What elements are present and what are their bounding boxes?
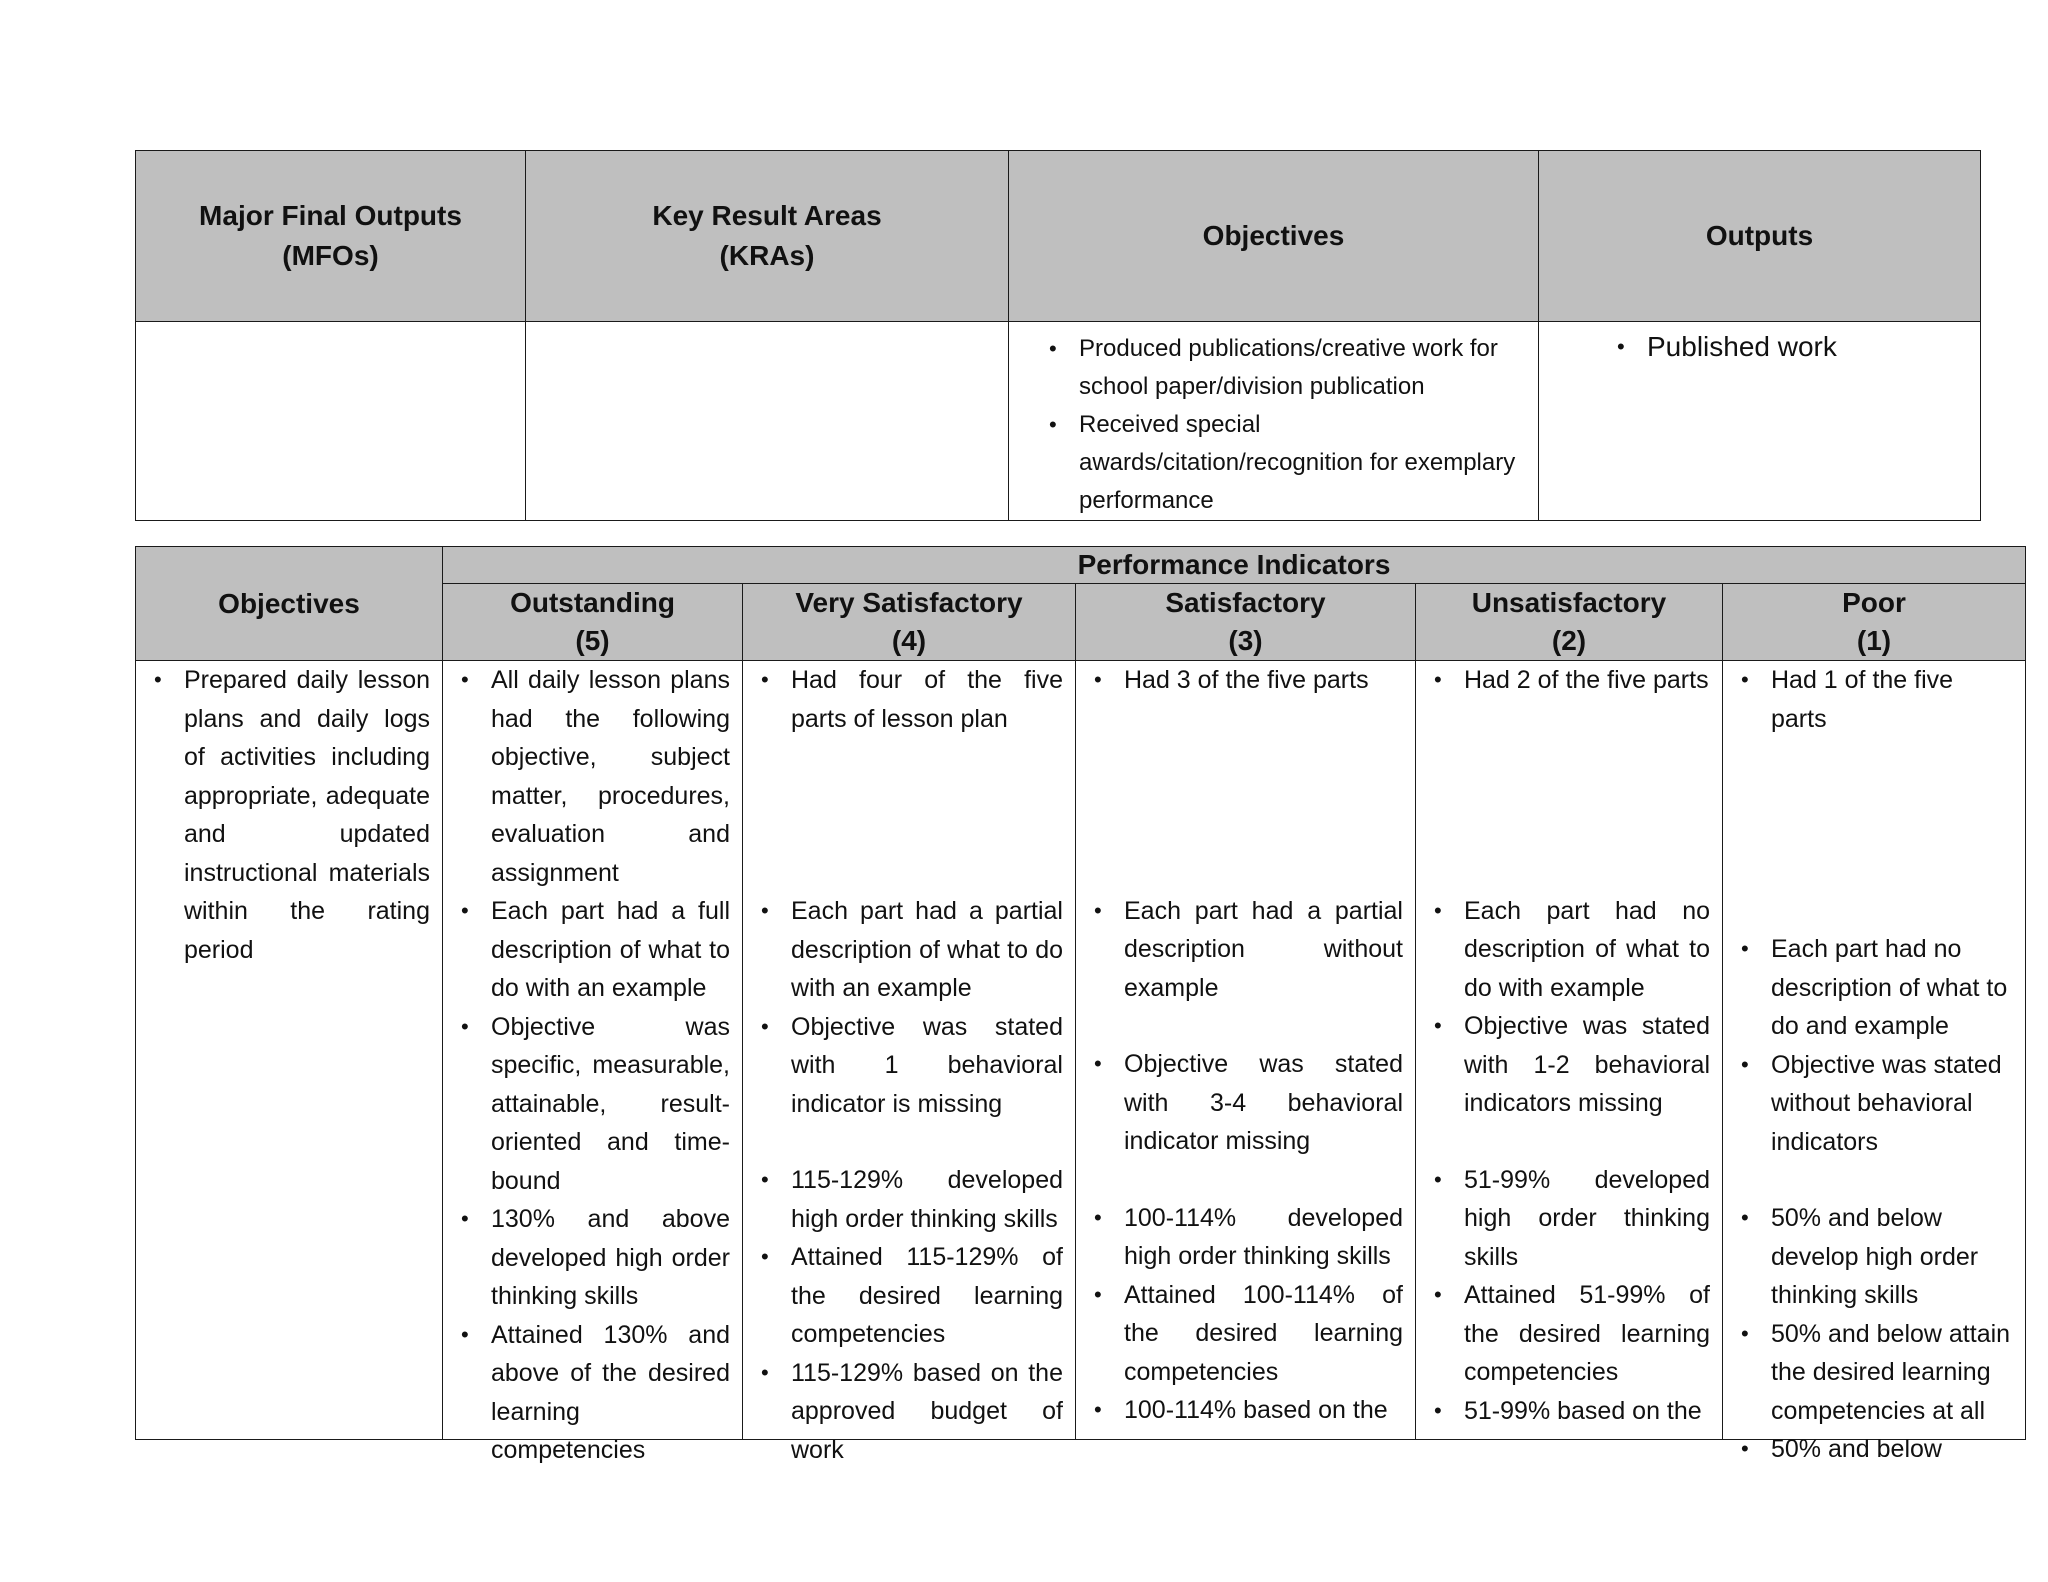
level-header-outstanding xyxy=(443,584,743,661)
list-item: • Objective was stated with 1-2 behavioral indicators missing xyxy=(1464,1007,1710,1123)
list-item: • 50% and below develop high order thinking skills xyxy=(1771,1199,2013,1315)
list-item: • 115-129% developed high order thinking skills xyxy=(791,1161,1063,1238)
list-item: • Had 1 of the five parts xyxy=(1771,661,2013,738)
level-score: (1) xyxy=(1856,625,1892,656)
list-item: • 115-129% based on the approved budget of work xyxy=(791,1354,1063,1470)
list-item: • Prepared daily lesson plans and daily logs of activities including appropriate, adequate and updated instructional materials within the rating period xyxy=(184,661,430,969)
header-mfo-line2: (MFOs) xyxy=(282,240,379,271)
level-name: Poor xyxy=(1842,587,1906,618)
level-name: Outstanding xyxy=(510,587,675,618)
list-item: • Objective was stated with 3-4 behavioral indicator missing xyxy=(1124,1045,1403,1161)
header-outputs: Outputs xyxy=(1539,151,1981,322)
list-item: • 51-99% developed high order thinking skills xyxy=(1464,1161,1710,1277)
outputs-cell xyxy=(1539,322,1981,521)
header-mfo xyxy=(136,151,526,322)
very-satisfactory-cell xyxy=(743,661,1076,1464)
list-item: • Produced publications/creative work for school paper/division publication xyxy=(1079,330,1528,406)
outstanding-cell xyxy=(443,661,743,1464)
objectives-cell xyxy=(1009,322,1539,521)
list-item: • Had four of the five parts of lesson plan xyxy=(791,661,1063,738)
list-item: • 100-114% based on the xyxy=(1124,1391,1403,1430)
list-item: • Each part had a partial description of what to do with an example xyxy=(791,892,1063,1008)
level-score: (3) xyxy=(1228,625,1263,656)
level-header-poor xyxy=(1723,584,2026,661)
header-kra xyxy=(526,151,1009,322)
list-item: • Had 2 of the five parts xyxy=(1464,661,1710,700)
mfo-kra-table xyxy=(135,150,1981,521)
list-item: • 51-99% based on the xyxy=(1464,1392,1710,1431)
level-score: (2) xyxy=(1551,625,1587,656)
header-kra-line2: (KRAs) xyxy=(719,240,815,271)
objective-cell xyxy=(136,661,443,1440)
header-objectives: Objectives xyxy=(1009,151,1539,322)
objectives-header: Objectives xyxy=(136,547,443,661)
poor-cell xyxy=(1723,661,2026,1463)
list-item: • Each part had no description of what to do and example xyxy=(1771,930,2013,1046)
list-item: • Published work xyxy=(1647,328,1970,366)
list-item: • Each part had a partial description without example xyxy=(1124,892,1403,1008)
level-name: Satisfactory xyxy=(1165,587,1326,618)
list-item: • 50% and below xyxy=(1771,1430,2013,1469)
level-header-unsatisfactory xyxy=(1416,584,1723,661)
list-item: • Objective was stated without behavioral indicators xyxy=(1771,1046,2013,1162)
list-item: • Objective was stated with 1 behavioral indicator is missing xyxy=(791,1008,1063,1124)
list-item: • 100-114% developed high order thinking skills xyxy=(1124,1199,1403,1276)
level-score: (5) xyxy=(575,625,610,656)
satisfactory-cell xyxy=(1076,661,1416,1440)
level-name: Unsatisfactory xyxy=(1471,587,1667,618)
list-item: • All daily lesson plans had the following objective, subject matter, procedures, evaluation and assignment xyxy=(491,661,730,892)
level-header-very-satisfactory xyxy=(743,584,1076,661)
mfo-cell xyxy=(136,322,526,521)
kra-cell xyxy=(526,322,1009,521)
list-item: • Each part had a full description of what to do with an example xyxy=(491,892,730,1008)
header-kra-line1: Key Result Areas xyxy=(652,200,882,231)
list-item: • Received special awards/citation/recognition for exemplary performance xyxy=(1079,406,1528,520)
list-item: • 130% and above developed high order thinking skills xyxy=(491,1200,730,1316)
level-score: (4) xyxy=(891,625,927,656)
list-item: • Attained 115-129% of the desired learning competencies xyxy=(791,1238,1063,1354)
unsatisfactory-cell xyxy=(1416,661,1723,1440)
list-item: • Objective was specific, measurable, attainable, result-oriented and time-bound xyxy=(491,1008,730,1201)
header-mfo-line1: Major Final Outputs xyxy=(199,200,462,231)
level-header-satisfactory xyxy=(1076,584,1416,661)
list-item: • Attained 100-114% of the desired learning competencies xyxy=(1124,1276,1403,1392)
list-item: • 50% and below attain the desired learning competencies at all xyxy=(1771,1315,2013,1431)
performance-indicators-table xyxy=(135,546,2026,1464)
level-name: Very Satisfactory xyxy=(795,587,1023,618)
list-item: • Each part had no description of what to do with example xyxy=(1464,892,1710,1008)
list-item: • Attained 51-99% of the desired learning competencies xyxy=(1464,1276,1710,1392)
performance-indicators-header: Performance Indicators xyxy=(443,547,2026,584)
list-item: • Attained 130% and above of the desired learning competencies xyxy=(491,1316,730,1470)
list-item: • Had 3 of the five parts xyxy=(1124,661,1403,700)
